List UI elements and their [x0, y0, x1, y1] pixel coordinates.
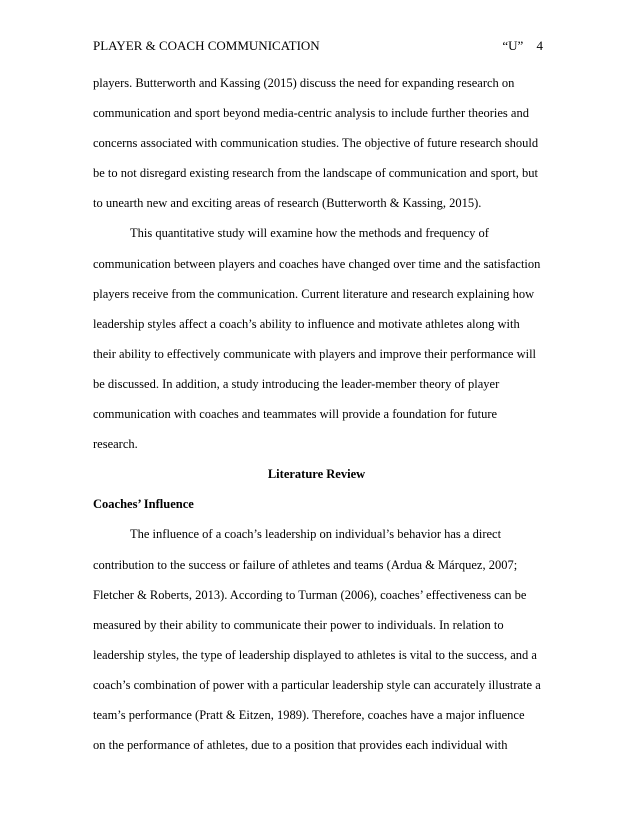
text-line: leadership styles affect a coach’s ability to influence and motivate athletes along with [93, 316, 520, 331]
text-line: leadership styles, the type of leadership displayed to athletes is vital to the success, and a [93, 647, 537, 662]
text-line: concerns associated with communication studies. The objective of future research should [93, 136, 539, 151]
text-line: measured by their ability to communicate their power to individuals. In relation to [93, 617, 504, 632]
page-number: 4 [536, 38, 543, 53]
running-head-right [502, 36, 543, 56]
text-line: be to not disregard existing research from the landscape of communication and sport, but [93, 166, 539, 181]
subsection-heading: Coaches’ Influence [93, 497, 194, 512]
text-line: The influence of a coach’s leadership on individual’s behavior has a direct [130, 527, 502, 542]
text-line: This quantitative study will examine how the methods and frequency of [130, 226, 489, 241]
text-line: research. [93, 437, 138, 452]
text-line: on the performance of athletes, due to a position that provides each individual with [93, 738, 508, 753]
text-line: contribution to the success or failure of athletes and teams (Ardua & Márquez, 2007; [93, 557, 518, 572]
text-line: team’s performance (Pratt & Eitzen, 1989). Therefore, coaches have a major influence [93, 707, 525, 722]
text-line: communication between players and coaches have changed over time and the satisfaction [93, 256, 541, 271]
text-line: coach’s combination of power with a particular leadership style can accurately illustrate a [93, 677, 541, 692]
paragraph-intro-continued [93, 68, 548, 218]
text-line: Fletcher & Roberts, 2013). According to Turman (2006), coaches’ effectiveness can be [93, 587, 527, 602]
text-line: their ability to effectively communicate with players and improve their performance will [93, 346, 537, 361]
body-text [93, 68, 548, 760]
section-heading: Literature Review [267, 467, 366, 482]
paragraph-study-overview [93, 218, 548, 459]
running-head [93, 36, 543, 56]
running-head-short-label: “U” [502, 38, 524, 53]
text-line: be discussed. In addition, a study introducing the leader-member theory of player [93, 376, 500, 391]
running-head-title: PLAYER & COACH COMMUNICATION [93, 38, 320, 53]
text-line: to unearth new and exciting areas of research (Butterworth & Kassing, 2015). [93, 196, 482, 211]
text-line: players. Butterworth and Kassing (2015) discuss the need for expanding research on [93, 76, 515, 90]
text-line: communication and sport beyond media-centric analysis to include further theories and [93, 106, 529, 121]
text-line: communication with coaches and teammates will provide a foundation for future [93, 407, 498, 422]
paragraph-coaches-influence [93, 519, 548, 760]
text-line: players receive from the communication. Current literature and research explaining how [93, 286, 535, 301]
